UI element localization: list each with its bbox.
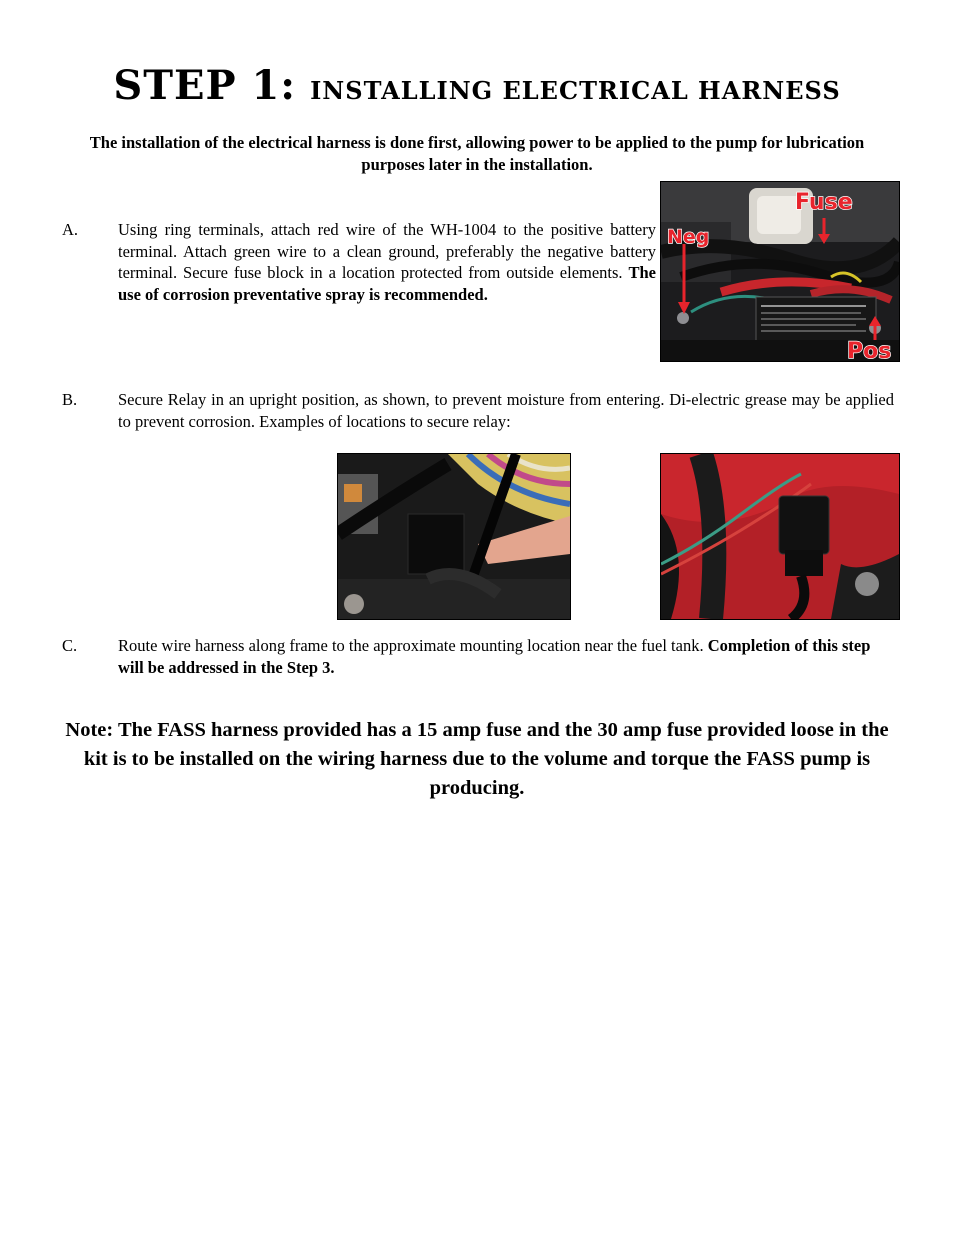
step-a-bold-text: The use of corrosion preventative spray is recommended. xyxy=(118,263,656,305)
step-c xyxy=(62,635,896,681)
step-subtitle: INSTALLING ELECTRICAL HARNESS xyxy=(310,76,841,105)
page-title xyxy=(0,62,954,109)
step-a xyxy=(62,219,658,329)
relay-red-panel-image xyxy=(661,454,899,619)
battery-wiring-photo xyxy=(660,181,900,362)
step-a-normal-text: Using ring terminals, attach red wire of the WH-1004 to the positive battery terminal. Attach green wire to a clean ground, preferably the negative battery terminal. Secure fuse block in a location protected from outside elements. xyxy=(118,220,656,283)
step-a-letter: A. xyxy=(62,220,79,239)
fuse-note: Note: The FASS harness provided has a 15 amp fuse and the 30 amp fuse provided loose in the kit is to be installed on the wiring harness due to the volume and torque the FASS pump is producing. xyxy=(65,719,889,799)
step-b-letter: B. xyxy=(62,390,78,409)
relay-location-photo-1 xyxy=(337,453,571,620)
step-b xyxy=(62,389,896,435)
relay-engine-bay-image xyxy=(338,454,570,619)
step-c-letter: C. xyxy=(62,636,78,655)
step-c-normal-text: Route wire harness along frame to the approximate mounting location near the fuel tank. xyxy=(118,636,704,655)
pos-label: Pos xyxy=(847,339,892,361)
step-c-text xyxy=(118,635,894,678)
step-b-text: Secure Relay in an upright position, as shown, to prevent moisture from entering. Di-electric grease may be applied to prevent corrosion. Examples of locations to secure relay: xyxy=(118,390,894,431)
relay-location-photo-2 xyxy=(660,453,900,620)
step-c-bold-text: Completion of this step will be addressed in the Step 3. xyxy=(118,636,871,677)
fuse-label: Fuse xyxy=(795,190,853,215)
step-a-text xyxy=(118,219,656,306)
battery-wiring-image xyxy=(661,182,899,361)
step-number: STEP 1: xyxy=(113,62,297,109)
neg-label: Neg xyxy=(667,226,710,248)
intro-paragraph: The installation of the electrical harness is done first, allowing power to be applied to the pump for lubrication purposes later in the installation. xyxy=(89,133,865,174)
